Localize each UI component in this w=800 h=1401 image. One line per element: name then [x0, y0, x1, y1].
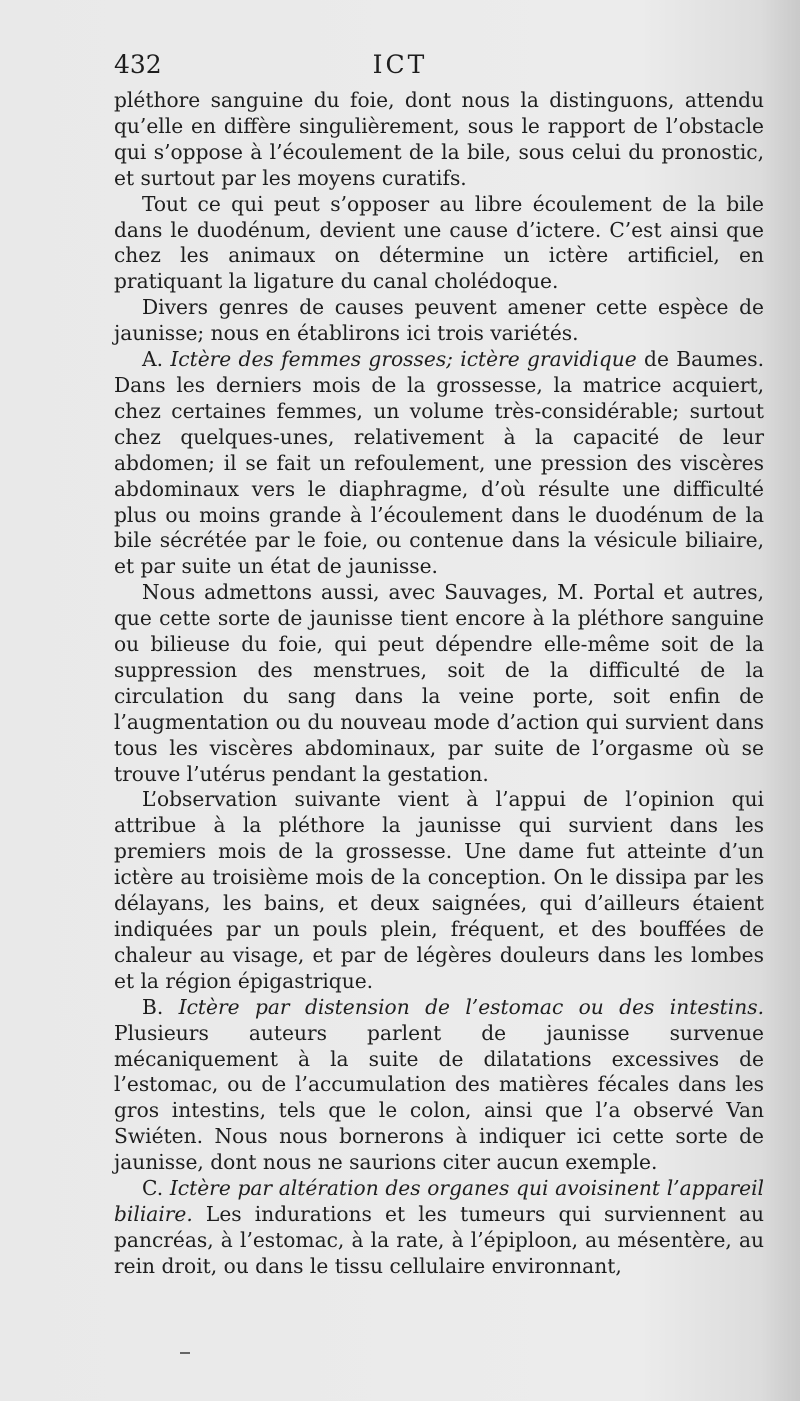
paragraph-1: pléthore sanguine du foie, dont nous la distinguons, attendu qu’elle en diffère singulièrement, sous le rapport de l’obstacle qui s’oppose à l’écoulement de la bile, sous celui du pronostic, et surtout par les moyens curatifs. — [114, 88, 764, 190]
ink-mark — [180, 1352, 190, 1354]
section-body-b: Plusieurs auteurs parlent de jaunisse survenue mécaniquement à la suite de dilatations excessives de l’estomac, ou de l’accumulation des matières fécales dans les gros intestins, tels que le colon, ainsi que l’a observé Van Swiéten. Nous nous bornerons à indiquer ici cette sorte de jaunisse, dont nous ne saurions citer aucun exemple. — [114, 1020, 764, 1175]
section-body-c: Les indurations et les tumeurs qui surviennent au pancréas, à l’estomac, à la rate, à l’épiploon, au mésentère, au rein droit, ou dans le tissu cellulaire environnant, — [114, 1201, 764, 1278]
section-title-b: Ictère par distension de l’estomac ou des intestins. — [178, 994, 765, 1019]
paragraph-3: Divers genres de causes peuvent amener cette espèce de jaunisse; nous en établirons ici trois variétés. — [114, 295, 764, 346]
paragraph-7 — [114, 995, 764, 1176]
section-title-a: Ictère des femmes grosses; ictère gravidique — [170, 347, 637, 372]
paragraph-5: Nous admettons aussi, avec Sauvages, M. Portal et autres, que cette sorte de jaunisse tient encore à la pléthore sanguine ou bilieuse du foie, qui peut dépendre elle-même soit de la suppression des menstrues, soit de la difficulté de la circulation du sang dans la veine porte, soit enfin de l’augmentation ou du nouveau mode d’action qui survient dans tous les viscères abdominaux, par suite de l’orgasme où se trouve l’utérus pendant la gestation. — [114, 580, 764, 786]
section-title-c: Ictère par altération des organes qui avoisinent l’appareil biliaire. — [114, 1176, 764, 1226]
paragraph-2: Tout ce qui peut s’opposer au libre écoulement de la bile dans le duodénum, devient une cause d’ictere. C’est ainsi que chez les animaux on détermine un ictère artificiel, en pratiquant la ligature du canal cholédoque. — [114, 191, 764, 294]
section-body-a: de Baumes. Dans les derniers mois de la grossesse, la matrice acquiert, chez certaines femmes, un volume très-considérable; surtout chez quelques-unes, relativement à la capacité de leur abdomen; il se fait un refoulement, une pression des viscères abdominaux vers le diaphragme, d’où résulte une difficulté plus ou moins grande à l’écoulement dans le duodénum de la bile sécrétée par le foie, ou contenue dans la vésicule biliaire, et par suite un état de jaunisse. — [114, 347, 764, 579]
section-letter-b: B. — [142, 994, 179, 1019]
paragraph-8 — [114, 1176, 764, 1280]
paragraph-4 — [114, 347, 764, 580]
body-text — [114, 88, 764, 1280]
page-number: 432 — [114, 50, 162, 79]
paragraph-6: L’observation suivante vient à l’appui de l’opinion qui attribue à la pléthore la jaunisse qui survient dans les premiers mois de la grossesse. Une dame fut atteinte d’un ictère au troisième mois de la conception. On le dissipa par les délayans, les bains, et deux saignées, qui d’ailleurs étaient indiquées par un pouls plein, fréquent, et des bouffées de chaleur au visage, et par de légères douleurs dans les lombes et la région épigastrique. — [114, 787, 764, 993]
section-letter-a: A. — [142, 347, 171, 372]
running-title: ICT — [372, 50, 428, 79]
section-letter-c: C. — [142, 1176, 170, 1201]
